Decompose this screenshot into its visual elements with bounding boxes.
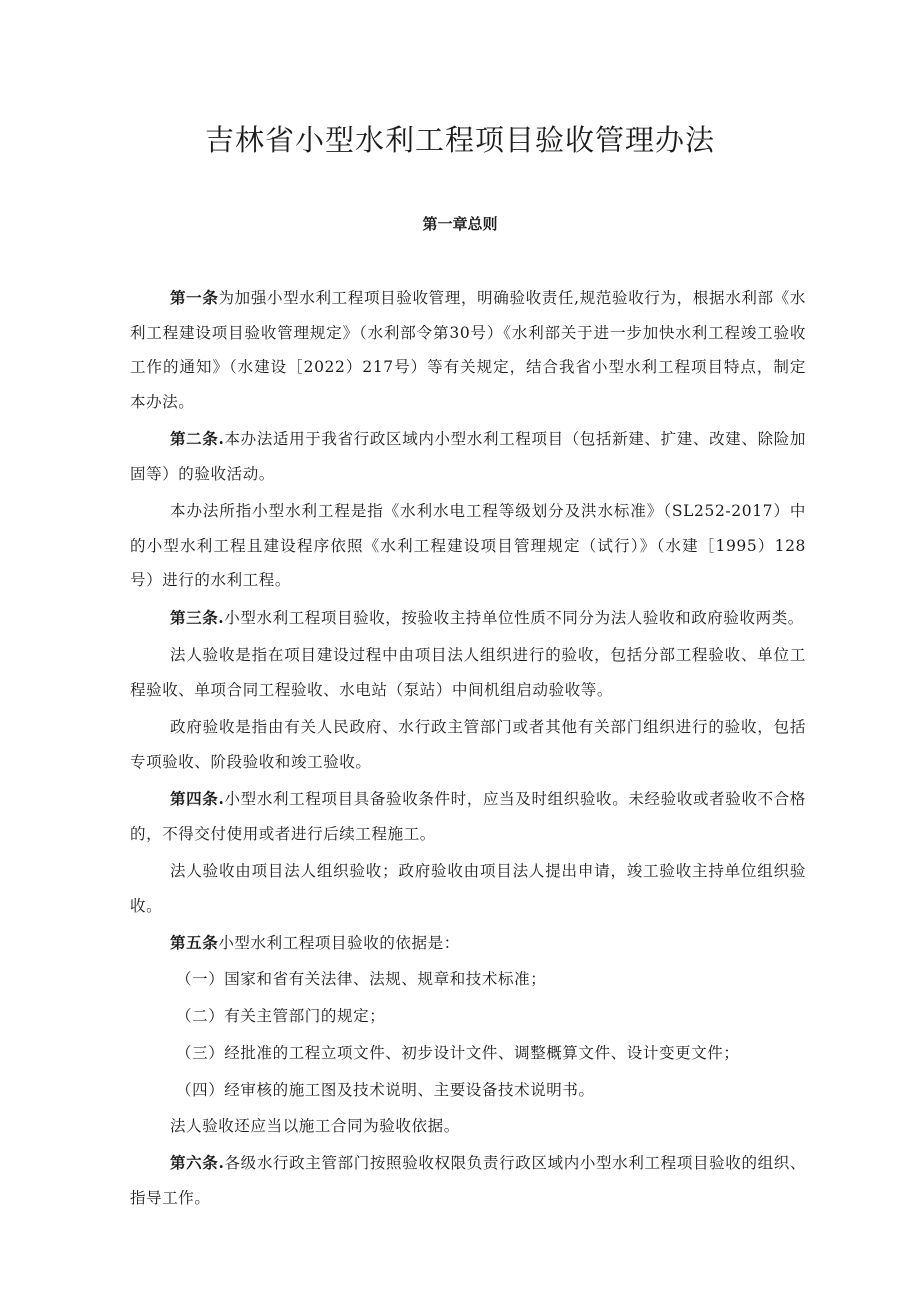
- article-text: 政府验收是指由有关人民政府、水行政主管部门或者其他有关部门组织进行的验收，包括专项验收、阶段验收和竣工验收。: [130, 718, 806, 771]
- article-1: [130, 281, 806, 419]
- article-text: 本办法所指小型水利工程是指《水利水电工程等级划分及洪水标准》（SL252-2017）中的小型水利工程且建设程序依照《水利工程建设项目管理规定（试行）》（水建［1995）128号）进行的水利工程。: [130, 502, 806, 589]
- article-text: 各级水行政主管部门按照验收权限负责行政区域内小型水利工程项目验收的组织、指导工作。: [130, 1154, 807, 1207]
- list-item: （一）国家和省有关法律、法规、规章和技术标准；: [176, 969, 547, 988]
- article-4: [130, 782, 806, 851]
- chapter-heading: 第一章总则: [422, 215, 498, 233]
- article-5: [130, 926, 806, 961]
- article-lead: 第四条.: [170, 789, 225, 808]
- list-item: （二）有关主管部门的规定；: [176, 1006, 386, 1025]
- article-lead: 第六条.: [170, 1153, 225, 1172]
- article-3: [130, 601, 806, 636]
- article-text: 法人验收还应当以施工合同为验收依据。: [170, 1116, 460, 1135]
- article-text: 小型水利工程项目验收，按验收主持单位性质不同分为法人验收和政府验收两类。: [224, 608, 804, 627]
- document-title: 吉林省小型水利工程项目验收管理办法: [204, 123, 715, 157]
- article-text: 本办法适用于我省行政区域内小型水利工程项目（包括新建、扩建、改建、除险加固等）的验收活动。: [130, 430, 807, 483]
- article-text: 法人验收由项目法人组织验收；政府验收由项目法人提出申请，竣工验收主持单位组织验收。: [130, 862, 806, 915]
- article-text: 为加强小型水利工程项目验收管理，明确验收责任,规范验收行为，根据水利部《水利工程建设项目验收管理规定》（水利部令第30号）《水利部关于进一步加快水利工程竣工验收工作的通知》（水建设［2022）217号）等有关规定，结合我省小型水利工程项目特点，制定本办法。: [130, 289, 806, 411]
- list-item: （四）经审核的施工图及技术说明、主要设备技术说明书。: [176, 1080, 595, 1099]
- article-text: 法人验收是指在项目建设过程中由项目法人组织进行的验收，包括分部工程验收、单位工程验收、单项合同工程验收、水电站（泵站）中间机组启动验收等。: [130, 646, 806, 699]
- article-6: [130, 1146, 806, 1215]
- article-lead: 第一条: [170, 288, 219, 307]
- document-body: [130, 281, 806, 1215]
- paragraph: [130, 710, 806, 779]
- article-lead: 第二条.: [170, 429, 225, 448]
- article-text: 小型水利工程项目验收的依据是：: [218, 934, 460, 952]
- paragraph: [130, 494, 806, 598]
- article-lead: 第五条: [170, 933, 219, 952]
- list-item: （三）经批准的工程立项文件、初步设计文件、调整概算文件、设计变更文件；: [176, 1043, 740, 1062]
- article-text: 小型水利工程项目具备验收条件时，应当及时组织验收。未经验收或者验收不合格的，不得交付使用或者进行后续工程施工。: [130, 790, 807, 843]
- article-lead: 第三条.: [170, 607, 225, 627]
- paragraph: [130, 1109, 806, 1144]
- paragraph: [130, 854, 806, 923]
- paragraph: [130, 638, 806, 707]
- article-2: [130, 422, 806, 491]
